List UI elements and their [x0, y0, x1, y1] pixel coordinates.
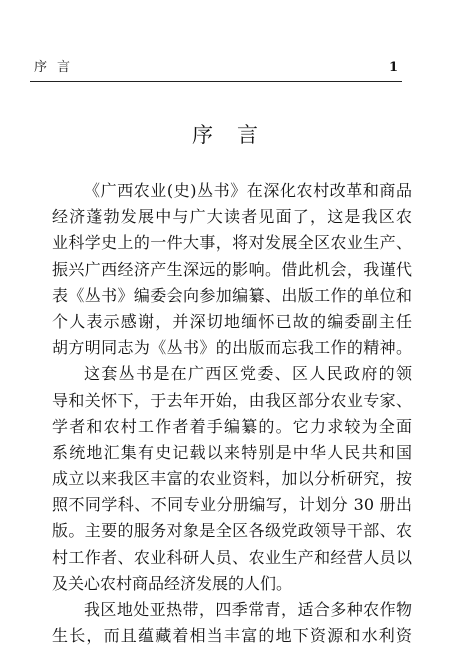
page-number: 1 — [388, 60, 398, 75]
text-line: 表《丛书》编委会向参加编纂、出版工作的单位和 — [52, 285, 412, 305]
text-line: 学者和农村工作者着手编纂的。它力求较为全面 — [52, 416, 412, 436]
text-line: 版。主要的服务对象是全区各级党政领导干部、农 — [52, 521, 412, 541]
running-title: 序言 — [34, 60, 81, 75]
text-line: 及关心农村商品经济发展的人们。 — [52, 573, 293, 593]
body-text — [52, 178, 412, 649]
text-line: 胡方明同志为《丛书》的出版而忘我工作的精神。 — [52, 338, 412, 358]
text-line: 个人表示感谢，并深切地缅怀已故的编委副主任 — [52, 311, 412, 331]
running-header — [34, 58, 398, 78]
header-rule — [30, 81, 402, 82]
text-line: 经济蓬勃发展中与广大读者见面了，这是我区农 — [52, 207, 412, 227]
text-line: 《广西农业(史)丛书》在深化农村改革和商品 — [84, 181, 412, 200]
text-line: 成立以来我区丰富的农业资料，加以分析研究，按 — [52, 469, 412, 489]
chapter-title: 序言 — [192, 123, 282, 147]
text-line: 村工作者、农业科研人员、农业生产和经营人员以 — [52, 547, 412, 567]
text-line: 导和关怀下，于去年开始，由我区部分农业专家、 — [52, 390, 412, 410]
text-line: 业科学史上的一件大事，将对发展全区农业生产、 — [52, 233, 412, 253]
text-line: 系统地汇集有史记载以来特别是中华人民共和国 — [52, 442, 412, 462]
text-line: 这套丛书是在广西区党委、区人民政府的领 — [84, 364, 412, 384]
text-line: 生长，而且蕴藏着相当丰富的地下资源和水利资 — [52, 626, 412, 646]
text-line: 振兴广西经济产生深远的影响。借此机会，我谨代 — [52, 259, 412, 279]
text-line: 照不同学科、不同专业分册编写，计划分 30 册出 — [52, 495, 412, 515]
text-line: 我区地处亚热带，四季常青，适合多种农作物 — [84, 600, 412, 619]
